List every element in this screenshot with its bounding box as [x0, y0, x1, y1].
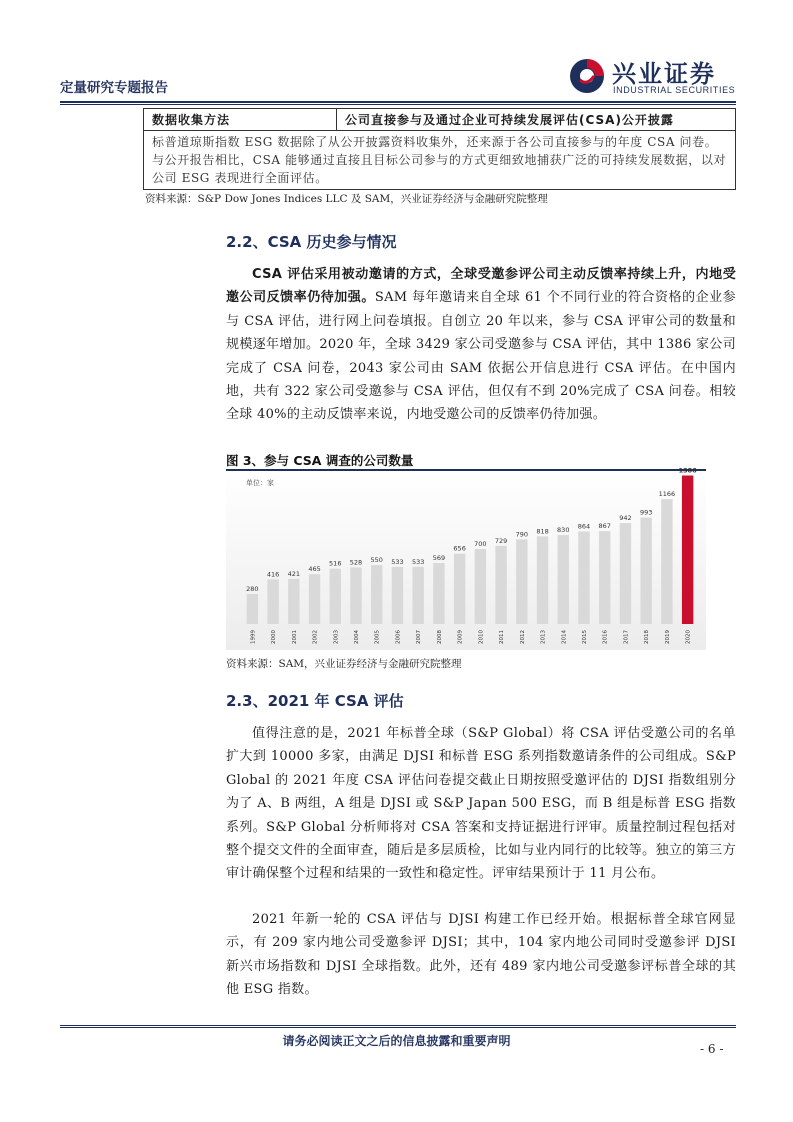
footer-rule-thin — [60, 1027, 736, 1028]
figure-title-rule — [226, 469, 706, 471]
chart-data-label-2010: 700 — [474, 540, 487, 548]
chart-tick-label-2000: 2000 — [271, 630, 278, 644]
chart-tick-label-2003: 2003 — [333, 630, 340, 644]
logo-text-en: INDUSTRIAL SECURITIES — [613, 85, 736, 95]
chart-data-label-2003: 516 — [329, 559, 342, 568]
chart-tick-label-2015: 2015 — [582, 630, 588, 644]
chart-tick-label-2004: 2004 — [354, 630, 360, 644]
chart-unit-label: 单位：家 — [246, 479, 274, 487]
header-rule — [60, 101, 736, 103]
chart-data-label-2015: 864 — [577, 522, 591, 531]
chart-tick-label-2017: 2017 — [623, 630, 630, 644]
chart-bar-2015 — [578, 531, 589, 624]
chart-bar-2010 — [475, 549, 486, 624]
disclaimer-notice: 请务必阅读正文之后的信息披露和重要声明 — [282, 1034, 511, 1048]
chart-data-label-2001: 421 — [287, 569, 301, 578]
chart-bar-2012 — [516, 539, 527, 624]
chart-bar-2016 — [599, 531, 610, 624]
chart-bar-2009 — [454, 554, 465, 624]
chart-bar-2006 — [392, 567, 403, 624]
chart-data-label-2013: 818 — [536, 527, 549, 536]
chart-bar-2017 — [620, 523, 631, 624]
section-heading-2-3: 2.3、2021 年 CSA 评估 — [226, 692, 404, 710]
chart-tick-label-2006: 2006 — [395, 630, 402, 644]
chart-bar-2018 — [640, 518, 651, 624]
chart-tick-label-2018: 2018 — [644, 630, 651, 644]
chart-bar-2013 — [537, 536, 548, 624]
header-rule-thin — [60, 104, 736, 105]
csa-participation-chart — [226, 466, 706, 650]
chart-data-label-2002: 465 — [308, 565, 321, 574]
section-2-3-paragraph-1: 值得注意的是，2021 年标普全球（S&P Global）将 CSA 评估受邀公司的名单扩大到 10000 多家，由满足 DJSI 和标普 ESG 系列指数邀请条件的公司组成。S&P Global 的 2021 年度 CSA 评估问卷提交截止日期按照受邀评估的 DJSI 指数组别分为了 A、B 两组，A 组是 DJSI 或 S&P Japan 500 ESG，而 B 组是标普 ESG 指数系列。S&P Global 分析师将对 CSA 答案和支持证据进行评审。质量控制过程包括对整个提交文件的全面审查，随后是多层质检，比如与业内同行的比较等。独立的第三方审计确保整个过程和结果的一致性和稳定性。评审结果预计于 11 月公布。 — [226, 726, 736, 882]
figure-title: 图 3、参与 CSA 调查的公司数量 — [226, 453, 414, 468]
chart-bar-1999 — [247, 594, 258, 624]
chart-bar-2000 — [267, 579, 278, 624]
chart-bar-2007 — [412, 567, 423, 624]
chart-data-label-2006: 533 — [391, 557, 404, 566]
chart-data-label-2012: 790 — [515, 530, 529, 539]
report-type: 定量研究专题报告 — [60, 80, 168, 96]
chart-tick-label-2009: 2009 — [457, 630, 464, 644]
chart-data-label-2005: 550 — [370, 556, 383, 565]
chart-bar-2002 — [309, 574, 320, 624]
chart-tick-label-2001: 2001 — [291, 630, 298, 644]
section-2-2-lead: CSA 评估采用被动邀请的方式，全球受邀参评公司主动反馈率持续上升，内地受邀公司反馈率仍待加强。 — [226, 267, 736, 306]
chart-data-label-2016: 867 — [598, 522, 611, 531]
chart-tick-label-2013: 2013 — [540, 630, 547, 644]
chart-tick-label-2020: 2020 — [685, 630, 692, 644]
chart-tick-label-2010: 2010 — [478, 630, 485, 644]
footer-rule — [60, 1025, 736, 1026]
chart-tick-label-2014: 2014 — [561, 630, 568, 644]
chart-tick-label-2016: 2016 — [602, 630, 609, 644]
chart-bar-2005 — [371, 565, 382, 624]
chart-data-label-2020: 1386 — [678, 466, 697, 475]
chart-data-label-2019: 1166 — [658, 490, 676, 499]
chart-tick-label-2005: 2005 — [374, 630, 381, 644]
chart-bar-2003 — [330, 569, 341, 624]
chart-data-label-2017: 942 — [619, 514, 632, 523]
logo-text-cn: 兴业证券 — [612, 60, 716, 88]
chart-data-label-2011: 729 — [494, 536, 508, 545]
section-2-2-paragraph — [226, 263, 736, 427]
chart-bar-2004 — [350, 567, 361, 624]
chart-tick-label-2012: 2012 — [519, 630, 526, 644]
chart-bar-2020 — [682, 476, 693, 625]
figure-source-note: 资料来源：SAM，兴业证券经济与金融研究院整理 — [226, 658, 462, 670]
chart-data-label-2000: 416 — [266, 570, 280, 579]
section-2-3-paragraph-2: 2021 年新一轮的 CSA 评估与 DJSI 构建工作已经开始。根据标普全球官网显示，有 209 家内地公司受邀参评 DJSI；其中，104 家内地公司同时受邀参评 DJSI 新兴市场指数和 DJSI 全球指数。此外，还有 489 家内地公司受邀参评标普全球的其他 ESG 指数。 — [226, 912, 736, 998]
chart-bar-2011 — [495, 546, 506, 624]
chart-data-label-2008: 569 — [432, 554, 446, 563]
chart-data-label-2018: 993 — [639, 508, 653, 517]
table-body-cell: 标普道琼斯指数 ESG 数据除了从公开披露资料收集外，还来源于各公司直接参与的年度 CSA 问卷。与公开报告相比，CSA 能够通过直接且目标公司参与的方式更细致地捕获广泛的可持续发展数据，以对公司 ESG 表现进行全面评估。 — [144, 131, 736, 190]
company-logo-icon — [567, 56, 607, 96]
chart-data-label-2014: 830 — [557, 526, 570, 535]
section-2-2-body: SAM 每年邀请来自全球 61 个不同行业的符合资格的企业参与 CSA 评估，进行网上问卷填报。自创立 20 年以来，参与 CSA 评审公司的数量和规模逐年增加。2020 年，全球 3429 家公司受邀参与 CSA 评估，其中 1386 家公司完成了 CSA 问卷，2043 家公司由 SAM 依据公开信息进行 CSA 评估。在中国内地，共有 322 家公司受邀参与 CSA 评估，但仅有不到 20%完成了 CSA 问卷。相较全球 40%的主动反馈率来说，内地受邀公司的反馈率仍待加强。 — [226, 290, 736, 423]
chart-tick-label-2019: 2019 — [664, 630, 671, 644]
chart-data-label-2009: 656 — [453, 544, 466, 553]
chart-tick-label-2008: 2008 — [436, 630, 443, 644]
chart-tick-label-2011: 2011 — [499, 630, 506, 644]
chart-data-label-1999: 280 — [246, 585, 259, 593]
chart-bar-2014 — [558, 535, 569, 624]
section-heading-2-2: 2.2、CSA 历史参与情况 — [226, 233, 397, 251]
chart-tick-label-2002: 2002 — [312, 630, 319, 644]
table-source-note: 资料来源：S&P Dow Jones Indices LLC 及 SAM，兴业证券经济与金融研究院整理 — [145, 193, 548, 205]
chart-bar-2001 — [288, 579, 299, 624]
chart-tick-label-2007: 2007 — [416, 630, 423, 644]
chart-data-label-2004: 528 — [349, 558, 363, 567]
chart-data-label-2007: 533 — [411, 557, 425, 566]
data-collection-table — [143, 108, 736, 190]
table-header-method: 数据收集方法 — [144, 109, 337, 131]
chart-bar-2019 — [661, 499, 672, 624]
table-header-desc: 公司直接参与及通过企业可持续发展评估(CSA)公开披露 — [337, 109, 736, 131]
chart-bar-2008 — [433, 563, 444, 624]
chart-tick-label-1999: 1999 — [250, 630, 257, 644]
page-number: - 6 - — [700, 1042, 724, 1056]
